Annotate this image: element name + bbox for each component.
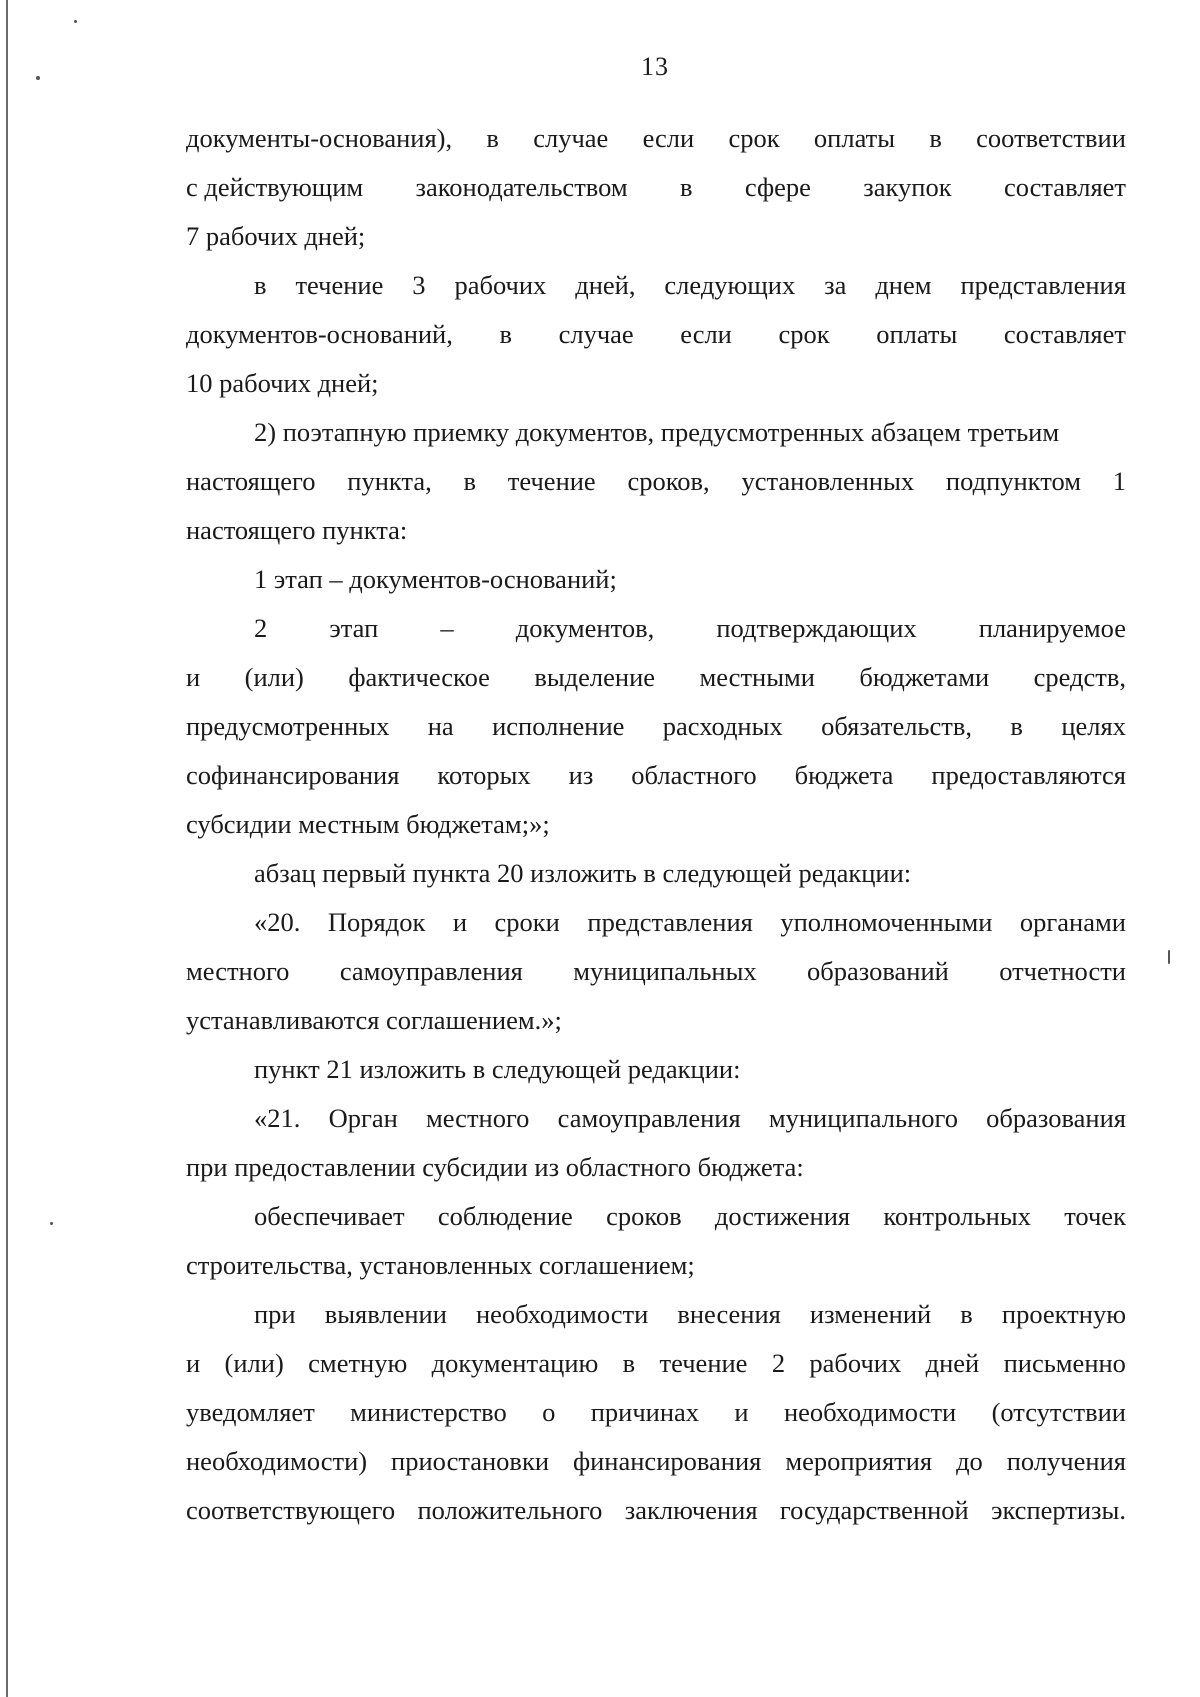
- word: предоставляются: [931, 760, 1126, 790]
- word: 2: [771, 1348, 786, 1378]
- word: в: [486, 123, 499, 153]
- word: следующих: [664, 270, 796, 300]
- word: документацию: [431, 1348, 599, 1378]
- text-line: [186, 751, 1126, 800]
- word: в: [463, 466, 477, 496]
- text-line: [186, 947, 1126, 996]
- word: случае: [558, 319, 634, 349]
- text-line: [186, 1094, 1126, 1143]
- word: если: [642, 123, 695, 153]
- text-line: [186, 1388, 1126, 1437]
- word: 2: [254, 613, 268, 643]
- word: и: [186, 1348, 201, 1378]
- word: министерство: [350, 1397, 507, 1427]
- word: местного: [425, 1103, 530, 1133]
- word: бюджетами: [859, 662, 990, 692]
- word: муниципальных: [573, 956, 757, 986]
- word: 3: [412, 270, 426, 300]
- word: расходных: [662, 711, 783, 741]
- word: в: [960, 1299, 973, 1329]
- word: дней,: [575, 270, 636, 300]
- word: муниципального: [768, 1103, 958, 1133]
- word: уполномоченными: [780, 907, 993, 937]
- word: соответствии: [976, 123, 1126, 153]
- text-line: 7 рабочих дней;: [186, 221, 366, 251]
- word: сроков: [606, 1201, 682, 1231]
- word: государственной: [779, 1495, 969, 1525]
- word: если: [680, 319, 732, 349]
- word: и: [186, 662, 201, 692]
- word: (или): [244, 662, 304, 692]
- word: представления: [960, 270, 1126, 300]
- word: оплаты: [876, 319, 958, 349]
- word: причинах: [590, 1397, 700, 1427]
- word: до: [956, 1446, 983, 1476]
- word: исполнение: [492, 711, 625, 741]
- word: рабочих: [454, 270, 547, 300]
- word: достижения: [714, 1201, 851, 1231]
- word: подпунктом: [945, 466, 1081, 496]
- word: настоящего: [186, 466, 316, 496]
- word: течение: [507, 466, 596, 496]
- word: Орган: [328, 1103, 398, 1133]
- word: обязательств,: [821, 711, 973, 741]
- text-line: устанавливаются соглашением.»;: [186, 1005, 562, 1035]
- text-line: [186, 261, 1126, 310]
- word: в: [929, 123, 942, 153]
- text-line: субсидии местным бюджетам;»;: [186, 809, 550, 839]
- word: днем: [875, 270, 932, 300]
- word: органами: [1019, 907, 1126, 937]
- word: представления: [587, 907, 753, 937]
- word: документы-основания),: [186, 123, 453, 153]
- word: течение: [295, 270, 384, 300]
- scan-left-edge: [6, 0, 8, 1697]
- word: необходимости: [783, 1397, 957, 1427]
- text-line: 10 рабочих дней;: [186, 368, 379, 398]
- word: сроков,: [627, 466, 710, 496]
- word: «21.: [254, 1103, 301, 1133]
- word: образований: [807, 956, 949, 986]
- word: приостановки: [391, 1446, 549, 1476]
- word: документов-оснований,: [186, 319, 453, 349]
- text-line: настоящего пункта:: [186, 515, 408, 545]
- text-line: при предоставлении субсидии из областного бюджета:: [186, 1152, 804, 1182]
- word: заключения: [624, 1495, 758, 1525]
- word: –: [440, 613, 454, 643]
- word: этап: [329, 613, 379, 643]
- word: самоуправления: [339, 956, 523, 986]
- scan-speck: [74, 20, 77, 23]
- word: местными: [699, 662, 815, 692]
- word: (отсутствии: [991, 1397, 1126, 1427]
- word: финансирования: [572, 1446, 762, 1476]
- word: установленных: [741, 466, 915, 496]
- word: сроки: [494, 907, 560, 937]
- word: в: [254, 270, 267, 300]
- text-line: [186, 114, 1126, 163]
- word: необходимости: [475, 1299, 649, 1329]
- text-line: [186, 898, 1126, 947]
- text-line: [186, 1437, 1126, 1486]
- word: в: [499, 319, 512, 349]
- word: планируемое: [978, 613, 1126, 643]
- text-line: [186, 702, 1126, 751]
- word: срок: [778, 319, 830, 349]
- text-line: [186, 457, 1126, 506]
- word: целях: [1061, 711, 1126, 741]
- word: срок: [728, 123, 780, 153]
- word: о: [542, 1397, 556, 1427]
- scan-speck: [1168, 950, 1170, 964]
- word: софинансирования: [186, 760, 400, 790]
- word: сметную: [308, 1348, 408, 1378]
- word: контрольных: [883, 1201, 1031, 1231]
- word: получения: [1006, 1446, 1126, 1476]
- word: проектную: [1001, 1299, 1126, 1329]
- word: из: [568, 760, 594, 790]
- text-line: 1 этап – документов-оснований;: [254, 564, 617, 594]
- word: законодательством: [415, 172, 628, 202]
- word: и: [452, 907, 468, 937]
- word: соответствующего: [186, 1495, 396, 1525]
- word: письменно: [1003, 1348, 1126, 1378]
- page-number: 13: [641, 52, 669, 81]
- text-line: [186, 163, 1126, 212]
- word: самоуправления: [557, 1103, 741, 1133]
- word: и: [734, 1397, 749, 1427]
- word: сфере: [744, 172, 811, 202]
- text-line: [186, 1339, 1126, 1388]
- text-line: строительства, установленных соглашением;: [186, 1250, 695, 1280]
- word: случае: [533, 123, 609, 153]
- word: 1: [1112, 466, 1126, 496]
- text-line: пункт 21 изложить в следующей редакции:: [254, 1054, 741, 1084]
- word: при: [254, 1299, 296, 1329]
- document-body: [186, 114, 1126, 1535]
- word: бюджета: [794, 760, 894, 790]
- text-line: 2) поэтапную приемку документов, предусмотренных абзацем третьим: [254, 417, 1060, 447]
- text-line: [186, 1192, 1126, 1241]
- word: точек: [1064, 1201, 1126, 1231]
- word: мероприятия: [785, 1446, 933, 1476]
- word: Порядок: [327, 907, 426, 937]
- word: предусмотренных: [186, 711, 390, 741]
- word: (или): [224, 1348, 284, 1378]
- word: течение: [659, 1348, 748, 1378]
- word: «20.: [254, 907, 301, 937]
- word: соблюдение: [437, 1201, 573, 1231]
- word: оплаты: [813, 123, 896, 153]
- word: подтверждающих: [716, 613, 917, 643]
- word: на: [427, 711, 454, 741]
- text-line: [186, 604, 1126, 653]
- word: в: [622, 1348, 636, 1378]
- word: положительного: [417, 1495, 603, 1525]
- word: местного: [186, 956, 290, 986]
- word: с действующим: [186, 172, 364, 202]
- word: внесения: [677, 1299, 781, 1329]
- word: фактическое: [348, 662, 490, 692]
- text-line: [186, 653, 1126, 702]
- word: пункта,: [347, 466, 432, 496]
- word: обеспечивает: [254, 1201, 405, 1231]
- word: составляет: [1003, 319, 1126, 349]
- word: уведомляет: [186, 1397, 315, 1427]
- word: средств,: [1033, 662, 1126, 692]
- word: образования: [986, 1103, 1126, 1133]
- word: за: [824, 270, 847, 300]
- word: необходимости): [186, 1446, 368, 1476]
- text-line: [186, 310, 1126, 359]
- scan-speck: [50, 1222, 53, 1225]
- text-line: [186, 1486, 1126, 1535]
- text-line: [186, 1290, 1126, 1339]
- word: областного: [631, 760, 757, 790]
- word: составляет: [1003, 172, 1126, 202]
- word: экспертизы.: [991, 1495, 1126, 1525]
- word: документов,: [515, 613, 655, 643]
- text-line: абзац первый пункта 20 изложить в следующей редакции:: [254, 858, 912, 888]
- word: в: [680, 172, 693, 202]
- word: которых: [437, 760, 531, 790]
- word: дней: [925, 1348, 980, 1378]
- word: изменений: [809, 1299, 932, 1329]
- word: выявлении: [324, 1299, 447, 1329]
- word: выделение: [534, 662, 656, 692]
- word: закупок: [863, 172, 952, 202]
- word: в: [1010, 711, 1023, 741]
- word: рабочих: [809, 1348, 902, 1378]
- word: отчетности: [999, 956, 1126, 986]
